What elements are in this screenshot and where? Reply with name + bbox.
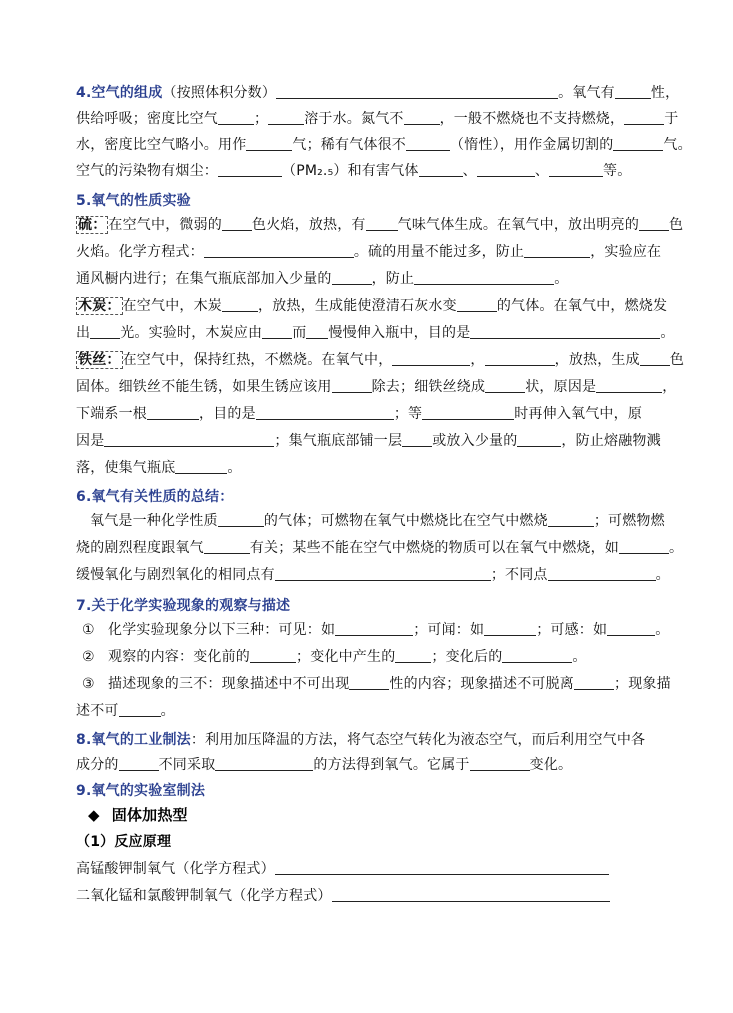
blank[interactable] bbox=[485, 351, 555, 366]
text-line: 通风橱内进行；在集气瓶底部加入少量的 ，防止 。 bbox=[76, 271, 569, 287]
text-line bbox=[76, 833, 666, 851]
blank[interactable] bbox=[335, 621, 413, 636]
section-7-heading: 7.关于化学实验现象的观察与描述 bbox=[76, 598, 291, 614]
blank[interactable] bbox=[104, 432, 274, 447]
diamond-bullet-icon: ◆ bbox=[88, 806, 100, 824]
text-line bbox=[88, 806, 678, 824]
blank[interactable] bbox=[90, 324, 120, 339]
text-line: 成分的 不同采取 的方法得到氧气。它属于 变化。 bbox=[76, 757, 573, 773]
blank[interactable] bbox=[517, 432, 561, 447]
blank[interactable] bbox=[306, 324, 328, 339]
blank[interactable] bbox=[147, 405, 199, 420]
blank[interactable] bbox=[222, 297, 258, 312]
blank[interactable] bbox=[404, 110, 440, 125]
blank[interactable] bbox=[624, 110, 664, 125]
blank[interactable] bbox=[218, 162, 282, 177]
blank[interactable] bbox=[402, 432, 432, 447]
section-6-heading: 6.氧气有关性质的总结： bbox=[76, 489, 234, 505]
blank[interactable] bbox=[484, 621, 536, 636]
blank[interactable] bbox=[613, 136, 663, 151]
text-line: 供给呼吸；密度比空气 ； 溶于水。氮气不 ，一般不燃烧也不支持燃烧， 于 bbox=[76, 111, 679, 127]
section-8-heading: 8.氧气的工业制法 bbox=[76, 732, 191, 748]
text-line: 烧的剧烈程度跟氧气 有关；某些不能在空气中燃烧的物质可以在氧气中燃烧，如 。 bbox=[76, 540, 684, 556]
charcoal-label: 木炭： bbox=[78, 298, 121, 314]
blank[interactable] bbox=[406, 136, 450, 151]
text-line: ③ 描述现象的三不：现象描述中不可出现 性的内容；现象描述不可脱离 ；现象描 bbox=[82, 676, 671, 692]
blank[interactable] bbox=[268, 110, 304, 125]
blank[interactable] bbox=[218, 512, 264, 527]
blank[interactable] bbox=[607, 621, 655, 636]
blank[interactable] bbox=[574, 675, 614, 690]
blank[interactable] bbox=[256, 405, 394, 420]
text-line bbox=[76, 782, 666, 800]
blank[interactable] bbox=[548, 566, 656, 581]
text-line bbox=[76, 192, 666, 210]
blank[interactable] bbox=[332, 270, 372, 285]
text-line: 氧气是一种化学性质 的气体；可燃物在氧气中燃烧比在空气中燃烧 ；可燃物燃 bbox=[90, 513, 665, 529]
blank[interactable] bbox=[524, 243, 590, 258]
blank[interactable] bbox=[332, 887, 610, 902]
blank[interactable] bbox=[548, 512, 594, 527]
text-line: 落，使集气瓶底 。 bbox=[76, 460, 242, 476]
text-line: 二氧化锰和氯酸钾制氧气（化学方程式） bbox=[76, 887, 666, 905]
blank[interactable] bbox=[419, 162, 463, 177]
blank[interactable] bbox=[119, 756, 159, 771]
blank[interactable] bbox=[250, 648, 296, 663]
solid-heating-heading: 固体加热型 bbox=[111, 806, 188, 824]
blank[interactable] bbox=[422, 405, 514, 420]
blank[interactable] bbox=[640, 351, 670, 366]
text-line: 木炭： 在空气中，木炭 ，放热，生成能使澄清石灰水变 的气体。在氧气中，燃烧发 bbox=[78, 298, 668, 314]
blank[interactable] bbox=[222, 216, 252, 231]
text-line: 8.氧气的工业制法：利用加压降温的方法，将气态空气转化为液态空气，而后利用空气中各 bbox=[76, 732, 646, 748]
blank[interactable] bbox=[457, 297, 497, 312]
text-line bbox=[76, 597, 666, 615]
blank[interactable] bbox=[470, 756, 530, 771]
text-line: 火焰。化学方程式： 。硫的用量不能过多，防止 ，实验应在 bbox=[76, 244, 662, 260]
blank[interactable] bbox=[619, 539, 669, 554]
text-line: 缓慢氧化与剧烈氧化的相同点有 ；不同点 。 bbox=[76, 567, 670, 583]
text-line: 下端系一根 ，目的是 ；等 时再伸入氧气中，原 bbox=[76, 406, 643, 422]
blank[interactable] bbox=[175, 459, 227, 474]
text-line: 高锰酸钾制氧气（化学方程式） bbox=[76, 860, 666, 878]
blank[interactable] bbox=[392, 351, 470, 366]
section-5-heading: 5.氧气的性质实验 bbox=[76, 193, 191, 209]
blank[interactable] bbox=[276, 84, 558, 99]
blank[interactable] bbox=[470, 324, 660, 339]
blank[interactable] bbox=[218, 110, 254, 125]
blank[interactable] bbox=[262, 324, 292, 339]
blank[interactable] bbox=[332, 378, 372, 393]
blank[interactable] bbox=[549, 162, 603, 177]
blank[interactable] bbox=[119, 702, 161, 717]
text-line: ① 化学实验现象分以下三种：可见：如 ；可闻：如 ；可感：如 。 bbox=[82, 622, 670, 638]
blank[interactable] bbox=[246, 136, 292, 151]
blank[interactable] bbox=[204, 243, 354, 258]
blank[interactable] bbox=[414, 270, 554, 285]
iron-wire-label: 铁丝： bbox=[78, 352, 121, 368]
blank[interactable] bbox=[204, 539, 250, 554]
blank[interactable] bbox=[502, 648, 572, 663]
blank[interactable] bbox=[349, 675, 389, 690]
sulfur-label: 硫： bbox=[78, 217, 107, 233]
blank[interactable] bbox=[366, 216, 398, 231]
blank[interactable] bbox=[275, 860, 609, 875]
blank[interactable] bbox=[615, 84, 651, 99]
section-4-heading: 4.空气的组成 bbox=[76, 85, 163, 101]
text-line: ② 观察的内容：变化前的 ；变化中产生的 ；变化后的 。 bbox=[82, 649, 587, 665]
text-line: 因是 ；集气瓶底部铺一层 或放入少量的 ，防止熔融物溅 bbox=[76, 433, 661, 449]
blank[interactable] bbox=[596, 378, 662, 393]
text-line: 水，密度比空气略小。用作 气；稀有气体很不 （惰性），用作金属切割的 气。 bbox=[76, 137, 692, 153]
blank[interactable] bbox=[215, 756, 313, 771]
text-line bbox=[76, 488, 666, 506]
text-line: 述不可 。 bbox=[76, 703, 175, 719]
blank[interactable] bbox=[395, 648, 431, 663]
blank[interactable] bbox=[485, 378, 525, 393]
section-9-heading: 9.氧气的实验室制法 bbox=[76, 783, 206, 799]
text-line: 硫： 在空气中，微弱的 色火焰，放热，有 气味气体生成。在氧气中，放出明亮的 色 bbox=[78, 217, 684, 233]
text-line: 出 光。实验时，木炭应由 而 慢慢伸入瓶中，目的是 。 bbox=[76, 325, 675, 341]
air-composition-line: 4.空气的组成（按照体积分数） 。氧气有 性， bbox=[76, 85, 680, 101]
blank[interactable] bbox=[477, 162, 535, 177]
text-line: 固体。细铁丝不能生锈，如果生锈应该用 除去；细铁丝绕成 状，原因是 ， bbox=[76, 379, 677, 395]
blank[interactable] bbox=[639, 216, 669, 231]
blank[interactable] bbox=[275, 566, 491, 581]
text-line: 铁丝： 在空气中，保持红热，不燃烧。在氧气中， ， ，放热，生成 色 bbox=[78, 352, 685, 368]
text-line: 空气的污染物有烟尘： （PM₂.₅）和有害气体 、 、 等。 bbox=[76, 163, 632, 179]
reaction-principle-heading: （1）反应原理 bbox=[76, 834, 172, 850]
